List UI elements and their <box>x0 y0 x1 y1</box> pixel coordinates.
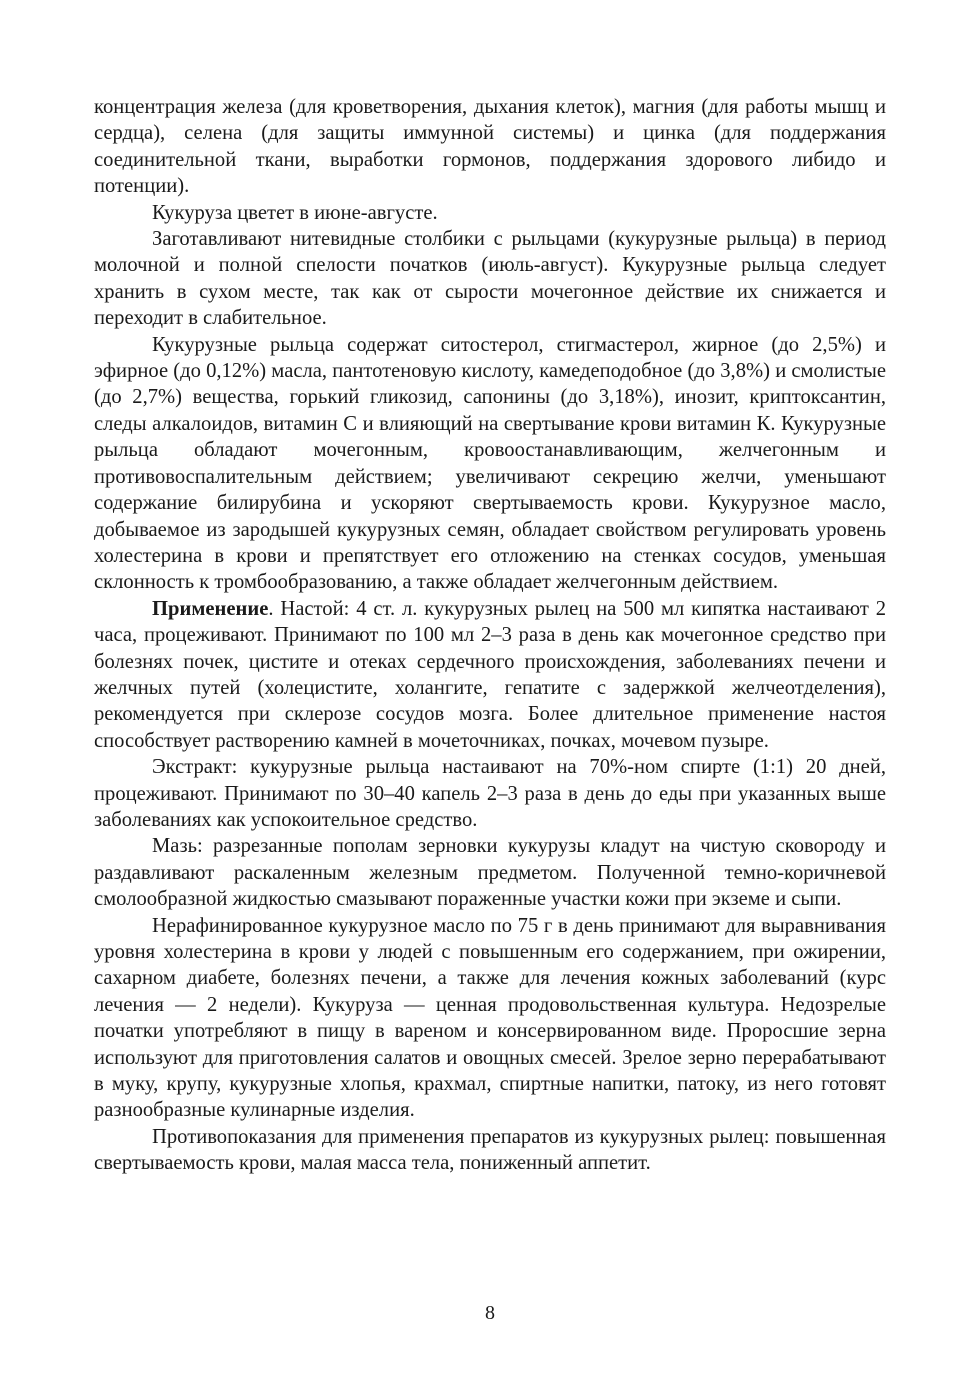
paragraph-minerals: концентрация железа (для кроветворения, дыхания клеток), магния (для работы мышц и сердца), селена (для защиты иммунной системы) и цинка (для поддержания соединительной ткани, выработки гормонов, поддержания здорового либидо и потенции). <box>94 96 886 198</box>
paragraph-flowering: Кукуруза цветет в июне-августе. <box>152 201 438 224</box>
paragraph-contraindications: Противопоказания для применения препаратов из кукурузных рылец: повышенная свертываемость крови, малая масса тела, пониженный аппетит. <box>94 1125 886 1175</box>
paragraph-harvesting: Заготавливают нитевидные столбики с рыльцами (кукурузные рыльца) в период молочной и полной спелости початков (июль-август). Кукурузные рыльца следует хранить в сухом месте, так как от сырости мочегонное действие их снижается и переходит в слабительное. <box>94 228 886 330</box>
page-number: 8 <box>485 1302 495 1324</box>
paragraph-ointment: Мазь: разрезанные пополам зерновки кукурузы кладут на чистую сковороду и раздавливают раскаленным железным предметом. Полученной темно-коричневой смолообразной жидкостью смазывают пораженные участки кожи при экземе и сыпи. <box>94 835 886 911</box>
application-heading: Применение <box>152 597 269 620</box>
paragraph-corn-oil: Нерафинированное кукурузное масло по 75 г в день принимают для выравнивания уровня холестерина в крови у людей с повышенным его содержанием, при ожирении, сахарном диабете, болезнях печени, а также для лечения кожных заболеваний (курс лечения — 2 недели). Кукуруза — ценная продовольственная культура. Недозрелые початки употребляют в пищу в вареном и консервированном виде. Проросшие зерна используют для приготовления салатов и овощных смесей. Зрелое зерно перерабатывают в муку, крупу, кукурузные хлопья, крахмал, спиртные напитки, патоку, из него готовят разнообразные кулинарные изделия. <box>94 914 886 1122</box>
paragraph-application <box>94 596 886 754</box>
application-text: . Настой: 4 ст. л. кукурузных рылец на 500 мл кипятка настаивают 2 часа, процеживают. Принимают по 100 мл 2–3 раза в день как мочегонное средство при болезнях почек, цистите и отеках сердечного происхождения, заболеваниях печени и желчных путей (холецистите, холангите, гепатите с задержкой желчеотделения), рекомендуется при склерозе сосудов мозга. Более длительное применение настоя способствует растворению камней в мочеточниках, почках, мочевом пузыре. <box>94 597 886 752</box>
paragraph-composition: Кукурузные рыльца содержат ситостерол, стигмастерол, жирное (до 2,5%) и эфирное (до 0,12%) масла, пантотеновую кислоту, камедеподобное (до 3,8%) и смолистые (до 2,7%) вещества, горький гликозид, сапонины (до 3,18%), инозит, криптоксантин, следы алкалоидов, витамин С и влияющий на свертывание крови витамин К. Кукурузные рыльца обладают мочегонным, кровоостанавливающим, желчегонным и противовоспалительным действием; увеличивают секрецию желчи, уменьшают содержание билирубина и ускоряют свертываемость крови. Кукурузное масло, добываемое из зародышей кукурузных семян, обладает свойством регулировать уровень холестерина в крови и препятствует его отложению на стенках сосудов, уменьшая склонность к тромбообразованию, а также обладает желчегонным действием. <box>94 333 886 594</box>
document-body <box>94 94 886 1177</box>
paragraph-extract: Экстракт: кукурузные рыльца настаивают на 70%-ном спирте (1:1) 20 дней, процеживают. Принимают по 30–40 капель 2–3 раза в день до еды при указанных выше заболеваниях как успокоительное средство. <box>94 756 886 831</box>
